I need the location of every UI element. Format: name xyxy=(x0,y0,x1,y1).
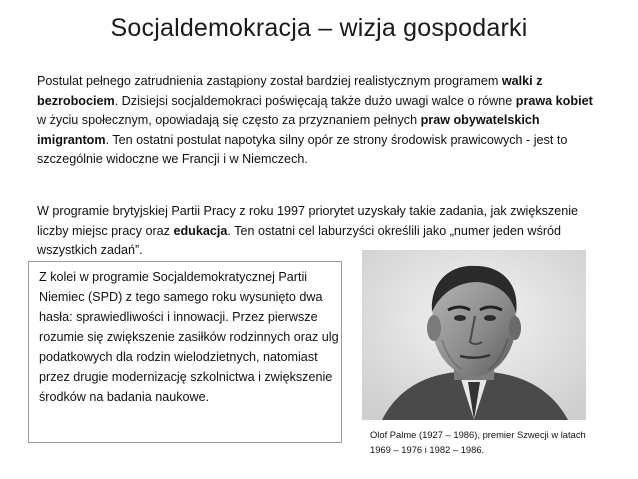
spd-text: Z kolei w programie Socjaldemokratycznej Partii Niemiec (SPD) z tego samego roku wysunięto dwa hasła: sprawiedliwości i innowacji. Przez pierwsze rozumie się zwiększenie zasiłków rodzinnych oraz ulg podatkowych dla rodzin wielodzietnych, natomiast przez drugie modernizację szkolnictwa i zwiększenie środków na badania naukowe. xyxy=(39,270,339,404)
p1-bold-immigrant-rights: praw obywatelskich imigrantom xyxy=(37,113,540,147)
spd-text-box xyxy=(28,261,342,443)
slide-title: Socjaldemokracja – wizja gospodarki xyxy=(110,14,528,42)
p1-bold-women-rights: prawa kobiet xyxy=(515,93,593,108)
paragraph-1 xyxy=(37,72,603,170)
p1-text-3: w życiu społecznym, opowiadają się często za przyznaniem pełnych xyxy=(37,113,421,128)
p2-bold-education: edukacja xyxy=(173,223,228,238)
portrait-photo xyxy=(362,250,586,420)
p1-text-1: Postulat pełnego zatrudnienia zastąpiony został bardziej realistycznym programem xyxy=(37,74,502,88)
p1-bold-unemployment: walki z bezrobociem xyxy=(37,74,543,108)
photo-caption: Olof Palme (1927 – 1986), premier Szwecji w latach 1969 – 1976 i 1982 – 1986. xyxy=(370,429,586,455)
p2-text-2: . Ten ostatni cel laburzyści określili jako „numer jeden wśród wszystkich zadań”. xyxy=(37,223,562,258)
p2-text-1: W programie brytyjskiej Partii Pracy z roku 1997 priorytet uzyskały takie zadania, jak zwiększenie liczby miejsc pracy oraz xyxy=(37,204,579,238)
portrait-illustration xyxy=(362,250,586,420)
p1-text-2: . Dzisiejsi socjaldemokraci poświęcają także dużo uwagi walce o równe xyxy=(114,93,516,108)
p1-text-4: . Ten ostatni postulat napotyka silny opór ze strony środowisk prawicowych - jest to szczególnie widoczne we Francji i w Niemczech. xyxy=(37,132,568,167)
